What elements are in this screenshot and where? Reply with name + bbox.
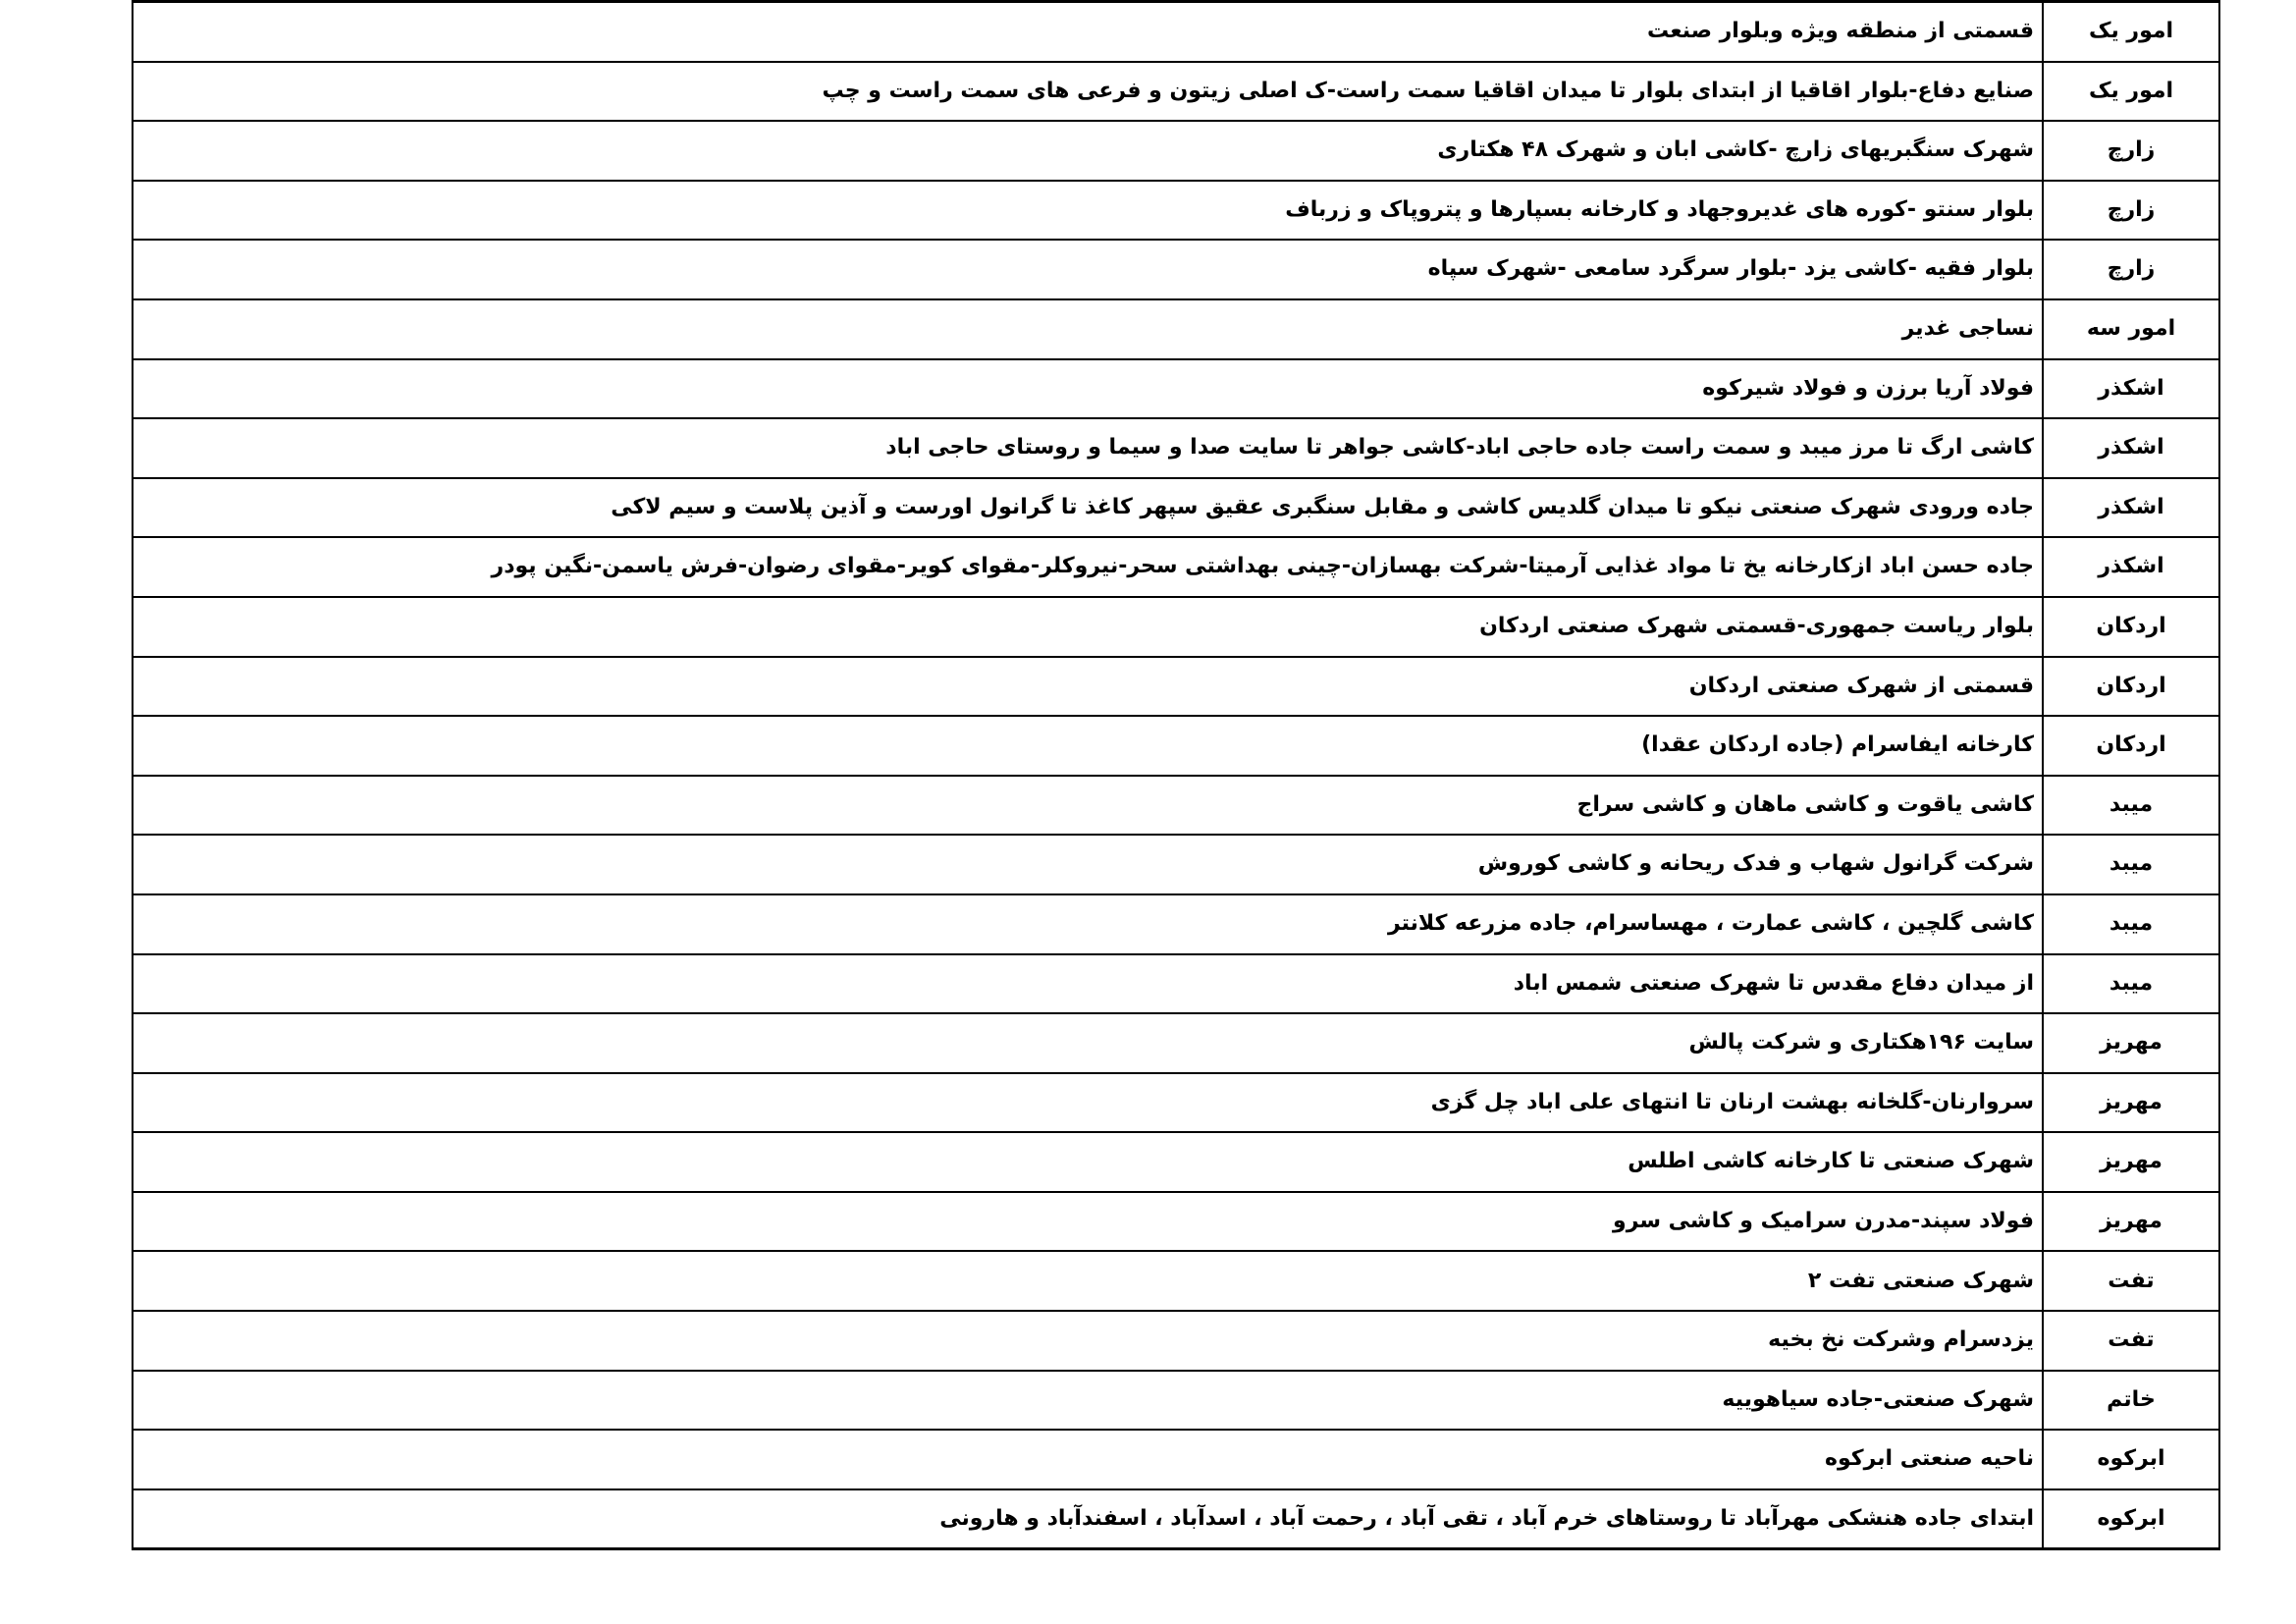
- table-row: [133, 597, 2219, 657]
- area-cell: شهرک صنعتی تفت ۲: [133, 1251, 2043, 1311]
- table-row: [133, 299, 2219, 359]
- region-cell: مهریز: [2043, 1073, 2219, 1133]
- area-cell: قسمتی از منطقه ویژه وبلوار صنعت: [133, 2, 2043, 62]
- region-cell: میبد: [2043, 954, 2219, 1014]
- region-cell: اردکان: [2043, 597, 2219, 657]
- table-row: [133, 1251, 2219, 1311]
- region-cell: اردکان: [2043, 657, 2219, 717]
- area-cell: یزدسرام وشرکت نخ بخیه: [133, 1311, 2043, 1371]
- region-cell: اشکذر: [2043, 537, 2219, 597]
- region-cell: میبد: [2043, 776, 2219, 836]
- table-row: [133, 894, 2219, 954]
- area-cell: سایت ۱۹۶هکتاری و شرکت پالش: [133, 1013, 2043, 1073]
- area-cell: کاشی ارگ تا مرز میبد و سمت راست جاده حاجی اباد-کاشی جواهر تا سایت صدا و سیما و روستای حاجی اباد: [133, 418, 2043, 478]
- region-cell: مهریز: [2043, 1013, 2219, 1073]
- region-cell: زارچ: [2043, 121, 2219, 181]
- region-cell: زارچ: [2043, 181, 2219, 241]
- table-row: [133, 954, 2219, 1014]
- area-cell: بلوار فقیه -کاشی یزد -بلوار سرگرد سامعی -شهرک سپاه: [133, 240, 2043, 299]
- area-cell: ناحیه صنعتی ابرکوه: [133, 1430, 2043, 1489]
- area-cell: کاشی یاقوت و کاشی ماهان و کاشی سراج: [133, 776, 2043, 836]
- area-cell: کاشی گلچین ، کاشی عمارت ، مهساسرام، جاده مزرعه کلانتر: [133, 894, 2043, 954]
- table-row: [133, 716, 2219, 776]
- area-cell: بلوار سنتو -کوره های غدیروجهاد و کارخانه بسپارها و پتروپاک و زرباف: [133, 181, 2043, 241]
- table-row: [133, 359, 2219, 419]
- area-cell: بلوار ریاست جمهوری-قسمتی شهرک صنعتی اردکان: [133, 597, 2043, 657]
- outage-areas-table: [132, 0, 2220, 1550]
- region-cell: مهریز: [2043, 1132, 2219, 1192]
- region-cell: امور سه: [2043, 299, 2219, 359]
- table-row: [133, 537, 2219, 597]
- region-cell: ابرکوه: [2043, 1430, 2219, 1489]
- area-cell: صنایع دفاع-بلوار اقاقیا از ابتدای بلوار تا میدان اقاقیا سمت راست-ک اصلی زیتون و فرعی های سمت راست و چپ: [133, 62, 2043, 122]
- area-cell: سروارنان-گلخانه بهشت ارنان تا انتهای علی اباد چل گزی: [133, 1073, 2043, 1133]
- area-cell: شهرک سنگبریهای زارچ -کاشی ابان و شهرک ۴۸ هکتاری: [133, 121, 2043, 181]
- area-cell: فولاد سپند-مدرن سرامیک و کاشی سرو: [133, 1192, 2043, 1252]
- table-row: [133, 1013, 2219, 1073]
- table-row: [133, 1311, 2219, 1371]
- region-cell: اشکذر: [2043, 478, 2219, 538]
- area-cell: شهرک صنعتی تا کارخانه کاشی اطلس: [133, 1132, 2043, 1192]
- region-cell: زارچ: [2043, 240, 2219, 299]
- table-row: [133, 1489, 2219, 1549]
- area-cell: قسمتی از شهرک صنعتی اردکان: [133, 657, 2043, 717]
- area-cell: فولاد آریا برزن و فولاد شیرکوه: [133, 359, 2043, 419]
- area-cell: شرکت گرانول شهاب و فدک ریحانه و کاشی کوروش: [133, 835, 2043, 894]
- table-row: [133, 1073, 2219, 1133]
- table-row: [133, 62, 2219, 122]
- table-row: [133, 2, 2219, 62]
- table-row: [133, 1371, 2219, 1431]
- region-cell: میبد: [2043, 835, 2219, 894]
- outage-areas-table-container: [132, 0, 2220, 1550]
- region-cell: تفت: [2043, 1251, 2219, 1311]
- table-row: [133, 776, 2219, 836]
- region-cell: اردکان: [2043, 716, 2219, 776]
- table-body: [133, 2, 2219, 1549]
- table-row: [133, 181, 2219, 241]
- region-cell: اشکذر: [2043, 418, 2219, 478]
- table-row: [133, 1132, 2219, 1192]
- region-cell: ابرکوه: [2043, 1489, 2219, 1549]
- table-row: [133, 478, 2219, 538]
- region-cell: مهریز: [2043, 1192, 2219, 1252]
- area-cell: نساجی غدیر: [133, 299, 2043, 359]
- region-cell: امور یک: [2043, 2, 2219, 62]
- area-cell: ابتدای جاده هنشکی مهرآباد تا روستاهای خرم آباد ، تقی آباد ، رحمت آباد ، اسدآباد ، اسفندآباد و هارونی: [133, 1489, 2043, 1549]
- table-row: [133, 240, 2219, 299]
- region-cell: امور یک: [2043, 62, 2219, 122]
- area-cell: جاده ورودی شهرک صنعتی نیکو تا میدان گلدیس کاشی و مقابل سنگبری عقیق سپهر کاغذ تا گرانول اورست و آذین پلاست و سیم لاکی: [133, 478, 2043, 538]
- table-row: [133, 657, 2219, 717]
- table-row: [133, 418, 2219, 478]
- area-cell: جاده حسن اباد ازکارخانه یخ تا مواد غذایی آرمیتا-شرکت بهسازان-چینی بهداشتی سحر-نیروکلر-مقوای کویر-مقوای رضوان-فرش یاسمن-نگین پودر: [133, 537, 2043, 597]
- table-row: [133, 1192, 2219, 1252]
- region-cell: خاتم: [2043, 1371, 2219, 1431]
- region-cell: میبد: [2043, 894, 2219, 954]
- area-cell: کارخانه ایفاسرام (جاده اردکان عقدا): [133, 716, 2043, 776]
- table-row: [133, 121, 2219, 181]
- region-cell: اشکذر: [2043, 359, 2219, 419]
- area-cell: شهرک صنعتی-جاده سیاهوییه: [133, 1371, 2043, 1431]
- area-cell: از میدان دفاع مقدس تا شهرک صنعتی شمس اباد: [133, 954, 2043, 1014]
- table-row: [133, 835, 2219, 894]
- region-cell: تفت: [2043, 1311, 2219, 1371]
- table-row: [133, 1430, 2219, 1489]
